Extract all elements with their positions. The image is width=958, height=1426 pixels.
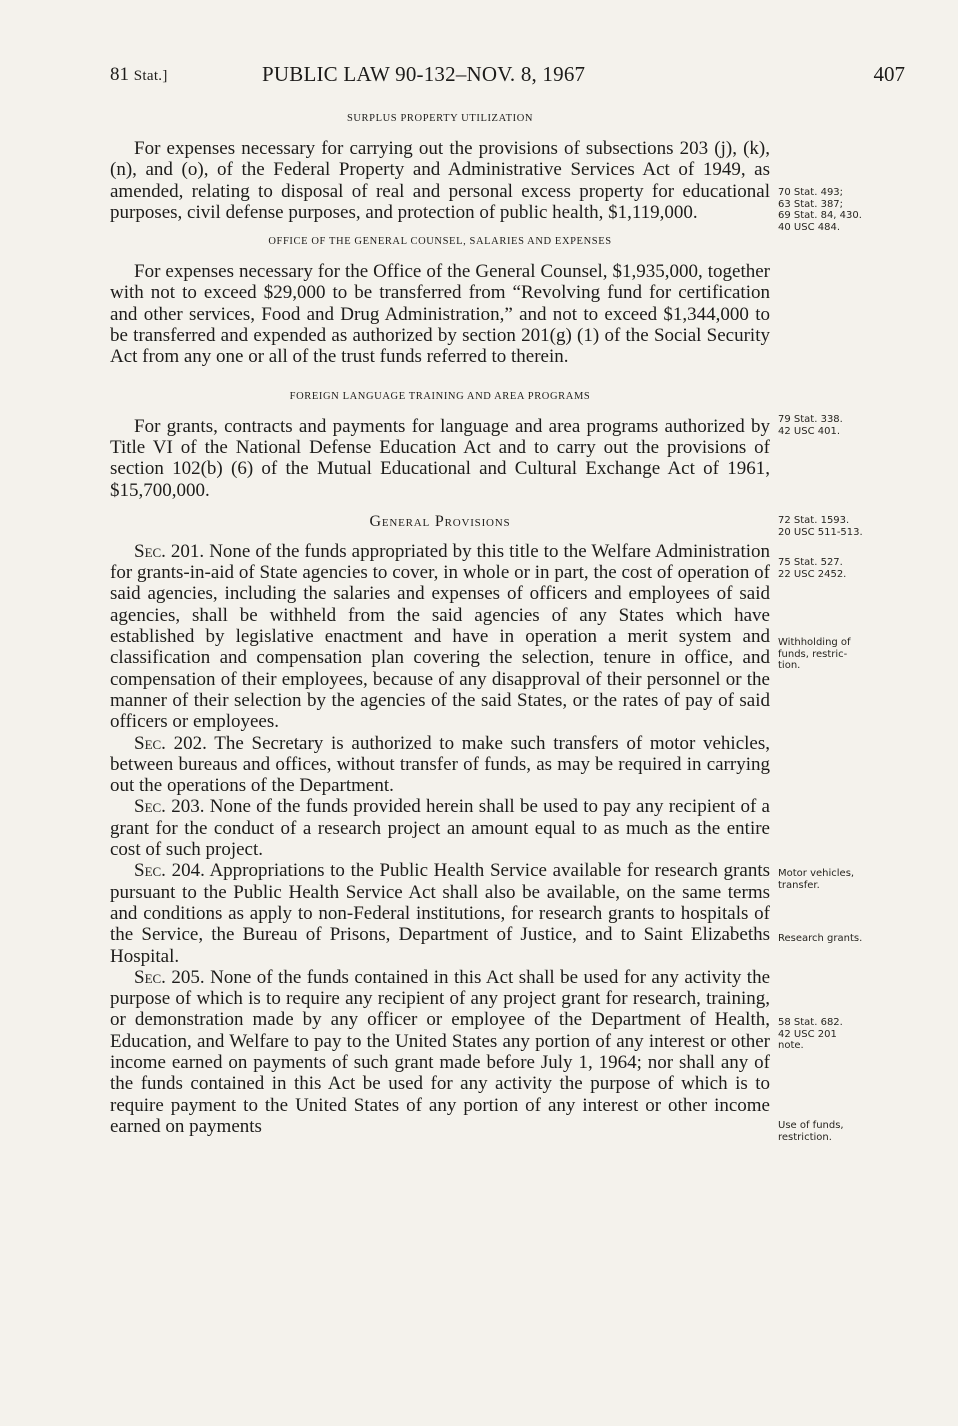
paragraph-sec-205: [110, 967, 770, 1137]
margin-line: Research grants.: [778, 933, 863, 944]
section-label: Sec. 204.: [134, 860, 205, 882]
margin-line: restriction.: [778, 1131, 832, 1143]
margin-line: 42 USC 401.: [778, 425, 840, 437]
margin-line: note.: [778, 1040, 804, 1051]
margin-line: funds, restric-: [778, 648, 848, 660]
statute-reference: [110, 64, 168, 86]
page-header: [110, 62, 905, 96]
heading-general-provisions: General Provisions: [369, 512, 511, 530]
paragraph-sec-203: [110, 796, 770, 860]
margin-note-citation: [778, 187, 928, 233]
heading-general-counsel: OFFICE OF THE GENERAL COUNSEL, SALARIES AND EXPENSES: [268, 236, 612, 248]
section-text: None of the funds appropriated by this title to the Welfare Administration for grants-in-aid of State agencies to cover, in whole or in part, the cost of operation of said agencies, including the salaries and expenses of officers and employees of said agencies, shall be withheld from the said agencies of any States which have established by legislative enactment and have in operation a merit system and classification and compensation plan covering the selection, tenure in office, and compensation of their employees, because of any disapproval of their personnel or the manner of their selection by the agencies of the said States, or the rates of pay of said officers or employees.: [110, 540, 770, 733]
margin-line: 79 Stat. 338.: [778, 414, 843, 425]
header-title: PUBLIC LAW 90-132–NOV. 8, 1967: [262, 62, 586, 86]
heading-surplus-property: SURPLUS PROPERTY UTILIZATION: [346, 113, 534, 124]
margin-line: transfer.: [778, 879, 820, 891]
paragraph-sec-202: [110, 733, 770, 797]
margin-note-citation: [778, 557, 928, 580]
section-text: None of the funds contained in this Act shall be used for any activity the purpose of which is to require any recipient of any project grant for research, training, or demonstration made by any officer or employee of the Department of Health, Education, and Welfare to pay to the United States any portion of any interest or other income earned on payments of such grant made before July 1, 1964; nor shall any of the funds contained in this Act be used for any activity the purpose of which is to require payment to the United States of any portion of any interest or other income earned on payments: [110, 966, 770, 1137]
section-text: None of the funds provided herein shall be used to pay any recipient of a grant for the conduct of a research project an amount equal to as much as the entire cost of such project.: [110, 796, 770, 861]
margin-note-motor-vehicles: [778, 868, 928, 891]
paragraph-foreign-language: For grants, contracts and payments for language and area programs authorized by Title VI of the National Defense Education Act and to carry out the provisions of section 102(b) (6) of the Mutual Educational and Cultural Exchange Act of 1961, $15,700,000.: [110, 415, 770, 501]
margin-line: 22 USC 2452.: [778, 568, 847, 580]
margin-line: 72 Stat. 1593.: [778, 515, 850, 526]
margin-line: 20 USC 511-513.: [778, 526, 863, 538]
margin-line: 70 Stat. 493;: [778, 187, 844, 198]
margin-note-withholding: [778, 637, 928, 672]
margin-line: 40 USC 484.: [778, 221, 840, 233]
paragraph-sec-204: [110, 860, 770, 966]
paragraph-surplus-property: For expenses necessary for carrying out the provisions of subsections 203 (j), (k), (n), and (o), of the Federal Property and Administrative Services Act of 1949, as amended, relating to disposal of real and personal excess property for educational purposes, civil defense purposes, and protection of public health, $1,119,000.: [110, 138, 770, 223]
section-label: Sec. 203.: [134, 796, 205, 818]
statute-volume: 81: [110, 64, 129, 85]
page-number: 407: [873, 62, 905, 86]
section-label: Sec. 201.: [134, 540, 205, 562]
section-text: Appropriations to the Public Health Service available for research grants pursuant to the Public Health Service Act shall also be available, on the same terms and conditions as apply to non-Federal institutions, for research grants to hospitals of the Service, the Bureau of Prisons, Department of Justice, and to Saint Elizabeths Hospital.: [110, 860, 770, 967]
margin-line: 58 Stat. 682.: [778, 1017, 843, 1028]
margin-line: 75 Stat. 527.: [778, 557, 843, 568]
margin-line: 69 Stat. 84, 430.: [778, 210, 862, 221]
margin-line: 63 Stat. 387;: [778, 198, 844, 210]
margin-note-research-grants: [778, 933, 928, 945]
paragraph-sec-201: [110, 541, 770, 733]
heading-foreign-language: FOREIGN LANGUAGE TRAINING AND AREA PROGRAMS: [289, 390, 591, 402]
margin-note-citation: [778, 1017, 928, 1052]
margin-line: tion.: [778, 660, 801, 671]
section-label: Sec. 205.: [134, 966, 205, 988]
section-label: Sec. 202.: [134, 732, 207, 754]
margin-note-use-of-funds: [778, 1120, 928, 1143]
margin-note-citation: [778, 515, 928, 538]
margin-line: Use of funds,: [778, 1120, 844, 1131]
section-text: The Secretary is authorized to make such transfers of motor vehicles, between bureaus and offices, without transfer of funds, as may be required in carrying out the operations of the Department.: [110, 732, 770, 797]
margin-line: 42 USC 201: [778, 1028, 837, 1040]
margin-line: Motor vehicles,: [778, 868, 855, 879]
margin-line: Withholding of: [778, 637, 851, 648]
statute-label: Stat.]: [133, 68, 168, 84]
paragraph-general-counsel: For expenses necessary for the Office of the General Counsel, $1,935,000, together with not to exceed $29,000 to be transferred from “Revolving fund for certification and other services, Food and Drug Administration,” and not to exceed $1,344,000 to be transferred and expended as authorized by section 201(g) (1) of the Social Security Act from any one or all of the trust funds referred to therein.: [110, 261, 770, 368]
margin-note-citation: [778, 414, 928, 437]
main-text: [110, 100, 770, 1137]
